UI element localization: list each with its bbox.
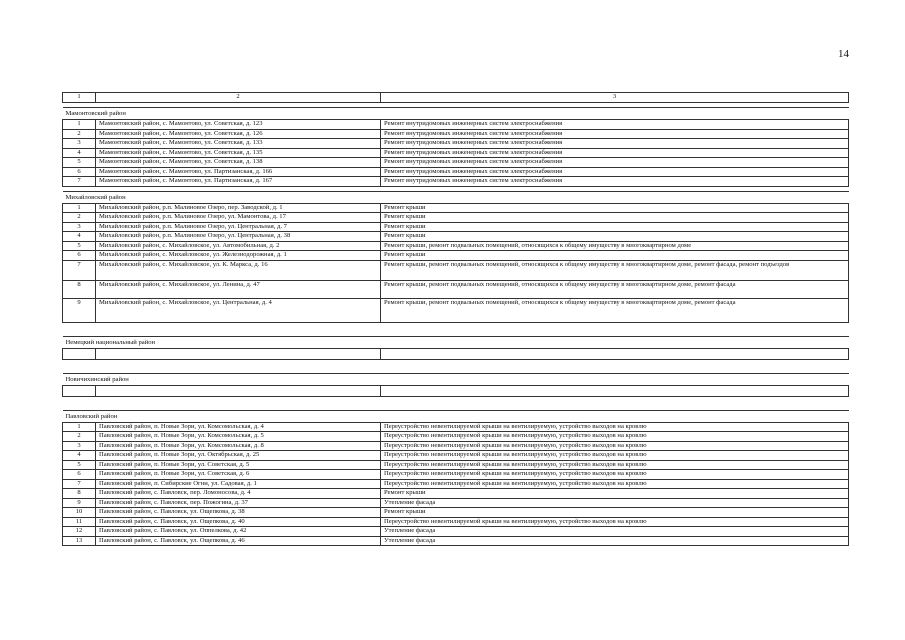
address-cell: Михайловский район, р.п. Малиновое Озеро, ул. Центральная, д. 38 — [96, 232, 381, 242]
address-cell: Павловский район, п. Новые Зори, ул. Октябрьская, д. 25 — [96, 451, 381, 461]
empty-cell — [63, 348, 96, 359]
section-header-row — [63, 373, 849, 385]
row-number: 7 — [63, 260, 96, 280]
table-row — [63, 241, 849, 251]
work-type-cell: Переустройство невентилируемой крыши на вентилируемую, устройство выходов на кровлю — [381, 460, 849, 470]
row-number: 8 — [63, 280, 96, 298]
address-cell: Михайловский район, р.п. Малиновое Озеро, ул. Мамонтова, д. 17 — [96, 213, 381, 223]
row-number: 8 — [63, 489, 96, 499]
spacer-cell — [63, 359, 849, 373]
address-cell: Мамонтовский район, с. Мамонтово, ул. Советская, д. 123 — [96, 120, 381, 130]
address-cell: Павловский район, п. Новые Зори, ул. Комсомольская, д. 5 — [96, 432, 381, 442]
table-row — [63, 139, 849, 149]
work-type-cell: Переустройство невентилируемой крыши на вентилируемую, устройство выходов на кровлю — [381, 432, 849, 442]
table-row — [63, 479, 849, 489]
address-cell: Павловский район, п. Новые Зори, ул. Советская, д. 5 — [96, 460, 381, 470]
row-number: 4 — [63, 232, 96, 242]
work-type-cell: Ремонт крыши — [381, 213, 849, 223]
work-type-cell: Ремонт крыши, ремонт подвальных помещений, относящихся к общему имуществу в многоквартирном доме — [381, 241, 849, 251]
address-cell: Павловский район, с. Павловск, пер. Пожогина, д. 37 — [96, 498, 381, 508]
table-row — [63, 489, 849, 499]
empty-row — [63, 348, 849, 359]
work-type-cell: Переустройство невентилируемой крыши на вентилируемую, устройство выходов на кровлю — [381, 451, 849, 461]
empty-cell — [381, 348, 849, 359]
work-type-cell: Ремонт внутридомовых инженерных систем электроснабжения — [381, 139, 849, 149]
work-type-cell: Ремонт внутридомовых инженерных систем электроснабжения — [381, 120, 849, 130]
row-number: 3 — [63, 222, 96, 232]
address-cell: Мамонтовский район, с. Мамонтово, ул. Советская, д. 138 — [96, 158, 381, 168]
section-title: Мамонтовский район — [63, 108, 849, 120]
row-number: 2 — [63, 129, 96, 139]
table-row — [63, 177, 849, 187]
address-cell: Михайловский район, р.п. Малиновое Озеро, ул. Центральная, д. 7 — [96, 222, 381, 232]
address-cell: Михайловский район, р.п. Малиновое Озеро, пер. Заводской, д. 1 — [96, 203, 381, 213]
section-header-row — [63, 336, 849, 348]
address-cell: Павловский район, с. Павловск, ул. Ощепкова, д. 46 — [96, 536, 381, 546]
address-cell: Мамонтовский район, с. Мамонтово, ул. Советская, д. 133 — [96, 139, 381, 149]
work-type-cell: Переустройство невентилируемой крыши на вентилируемую, устройство выходов на кровлю — [381, 422, 849, 432]
address-cell: Павловский район, с. Павловск, ул. Оппелкова, д. 42 — [96, 527, 381, 537]
address-cell: Михайловский район, с. Михайловское, ул. Автомобильная, д. 2 — [96, 241, 381, 251]
empty-row — [63, 385, 849, 396]
row-number: 9 — [63, 498, 96, 508]
empty-cell — [63, 385, 96, 396]
column-number: 3 — [381, 93, 849, 103]
section-title: Новичихинский район — [63, 373, 849, 385]
section-header-row — [63, 108, 849, 120]
table-row — [63, 213, 849, 223]
table-row — [63, 498, 849, 508]
work-type-cell: Ремонт крыши, ремонт подвальных помещений, относящихся к общему имуществу в многоквартирном доме, ремонт фасада, ремонт подъездов — [381, 260, 849, 280]
section-title: Михайловский район — [63, 191, 849, 203]
row-number: 12 — [63, 527, 96, 537]
table-row — [63, 203, 849, 213]
address-cell: Михайловский район, с. Михайловское, ул. К. Маркса, д. 16 — [96, 260, 381, 280]
spacer-row — [63, 396, 849, 410]
table-row — [63, 251, 849, 261]
address-cell: Михайловский район, с. Михайловское, ул. Железнодорожная, д. 1 — [96, 251, 381, 261]
address-cell: Павловский район, с. Павловск, ул. Ощепкова, д. 40 — [96, 517, 381, 527]
work-type-cell: Утепление фасада — [381, 536, 849, 546]
repair-program-table — [62, 92, 849, 546]
empty-cell — [96, 348, 381, 359]
spacer-row — [63, 359, 849, 373]
table-row — [63, 232, 849, 242]
spacer-row — [63, 322, 849, 336]
work-type-cell: Ремонт крыши — [381, 489, 849, 499]
work-type-cell: Переустройство невентилируемой крыши на вентилируемую, устройство выходов на кровлю — [381, 479, 849, 489]
table-body — [63, 93, 849, 546]
work-type-cell: Ремонт крыши — [381, 508, 849, 518]
table-row — [63, 470, 849, 480]
table-row — [63, 517, 849, 527]
spacer-cell — [63, 322, 849, 336]
table-row — [63, 527, 849, 537]
empty-cell — [96, 385, 381, 396]
table-row — [63, 167, 849, 177]
row-number: 5 — [63, 241, 96, 251]
column-number: 2 — [96, 93, 381, 103]
address-cell: Михайловский район, с. Михайловское, ул. Центральная, д. 4 — [96, 298, 381, 322]
address-cell: Павловский район, с. Павловск, пер. Ломоносова, д. 4 — [96, 489, 381, 499]
work-type-cell: Ремонт внутридомовых инженерных систем электроснабжения — [381, 148, 849, 158]
table-row — [63, 422, 849, 432]
spacer-cell — [63, 396, 849, 410]
section-title: Немецкий национальный район — [63, 336, 849, 348]
row-number: 1 — [63, 203, 96, 213]
section-header-row — [63, 191, 849, 203]
row-number: 3 — [63, 441, 96, 451]
column-number: 1 — [63, 93, 96, 103]
section-header-row — [63, 410, 849, 422]
work-type-cell: Ремонт внутридомовых инженерных систем электроснабжения — [381, 129, 849, 139]
table-row — [63, 129, 849, 139]
address-cell: Павловский район, п. Новые Зори, ул. Комсомольская, д. 4 — [96, 422, 381, 432]
work-type-cell: Ремонт крыши — [381, 203, 849, 213]
table-row — [63, 536, 849, 546]
row-number: 3 — [63, 139, 96, 149]
table-row — [63, 432, 849, 442]
table-row — [63, 280, 849, 298]
row-number: 1 — [63, 120, 96, 130]
section-title: Павловский район — [63, 410, 849, 422]
work-type-cell: Ремонт крыши — [381, 232, 849, 242]
row-number: 2 — [63, 213, 96, 223]
row-number: 6 — [63, 251, 96, 261]
row-number: 6 — [63, 470, 96, 480]
row-number: 7 — [63, 479, 96, 489]
work-type-cell: Утепление фасада — [381, 527, 849, 537]
address-cell: Мамонтовский район, с. Мамонтово, ул. Партизанская, д. 166 — [96, 167, 381, 177]
work-type-cell: Ремонт крыши — [381, 251, 849, 261]
row-number: 4 — [63, 451, 96, 461]
address-cell: Павловский район, с. Павловск, ул. Ощепкова, д. 38 — [96, 508, 381, 518]
table-row — [63, 260, 849, 280]
row-number: 1 — [63, 422, 96, 432]
address-cell: Михайловский район, с. Михайловское, ул. Ленина, д. 47 — [96, 280, 381, 298]
table-row — [63, 120, 849, 130]
work-type-cell: Ремонт крыши — [381, 222, 849, 232]
work-type-cell: Переустройство невентилируемой крыши на вентилируемую, устройство выходов на кровлю — [381, 441, 849, 451]
row-number: 10 — [63, 508, 96, 518]
work-type-cell: Ремонт внутридомовых инженерных систем электроснабжения — [381, 167, 849, 177]
table-row — [63, 508, 849, 518]
table-row — [63, 158, 849, 168]
work-type-cell: Ремонт внутридомовых инженерных систем электроснабжения — [381, 158, 849, 168]
row-number: 11 — [63, 517, 96, 527]
address-cell: Мамонтовский район, с. Мамонтово, ул. Советская, д. 126 — [96, 129, 381, 139]
row-number: 13 — [63, 536, 96, 546]
page-number: 14 — [838, 48, 849, 60]
work-type-cell: Утепление фасада — [381, 498, 849, 508]
table-row — [63, 148, 849, 158]
row-number: 5 — [63, 460, 96, 470]
table-row — [63, 460, 849, 470]
row-number: 7 — [63, 177, 96, 187]
address-cell: Мамонтовский район, с. Мамонтово, ул. Советская, д. 135 — [96, 148, 381, 158]
column-number-row — [63, 93, 849, 103]
row-number: 9 — [63, 298, 96, 322]
address-cell: Павловский район, п. Новые Зори, ул. Советская, д. 6 — [96, 470, 381, 480]
row-number: 2 — [63, 432, 96, 442]
row-number: 4 — [63, 148, 96, 158]
table-row — [63, 222, 849, 232]
address-cell: Павловский район, п. Сибирские Огни, ул. Садовая, д. 1 — [96, 479, 381, 489]
work-type-cell: Ремонт крыши, ремонт подвальных помещений, относящихся к общему имуществу в многоквартирном доме, ремонт фасада — [381, 280, 849, 298]
empty-cell — [381, 385, 849, 396]
work-type-cell: Переустройство невентилируемой крыши на вентилируемую, устройство выходов на кровлю — [381, 470, 849, 480]
work-type-cell: Переустройство невентилируемой крыши на вентилируемую, устройство выходов на кровлю — [381, 517, 849, 527]
address-cell: Мамонтовский район, с. Мамонтово, ул. Партизанская, д. 167 — [96, 177, 381, 187]
table-row — [63, 441, 849, 451]
table-row — [63, 298, 849, 322]
address-cell: Павловский район, п. Новые Зори, ул. Комсомольская, д. 8 — [96, 441, 381, 451]
work-type-cell: Ремонт крыши, ремонт подвальных помещений, относящихся к общему имуществу в многоквартирном доме, ремонт фасада — [381, 298, 849, 322]
work-type-cell: Ремонт внутридомовых инженерных систем электроснабжения — [381, 177, 849, 187]
row-number: 5 — [63, 158, 96, 168]
table-row — [63, 451, 849, 461]
row-number: 6 — [63, 167, 96, 177]
